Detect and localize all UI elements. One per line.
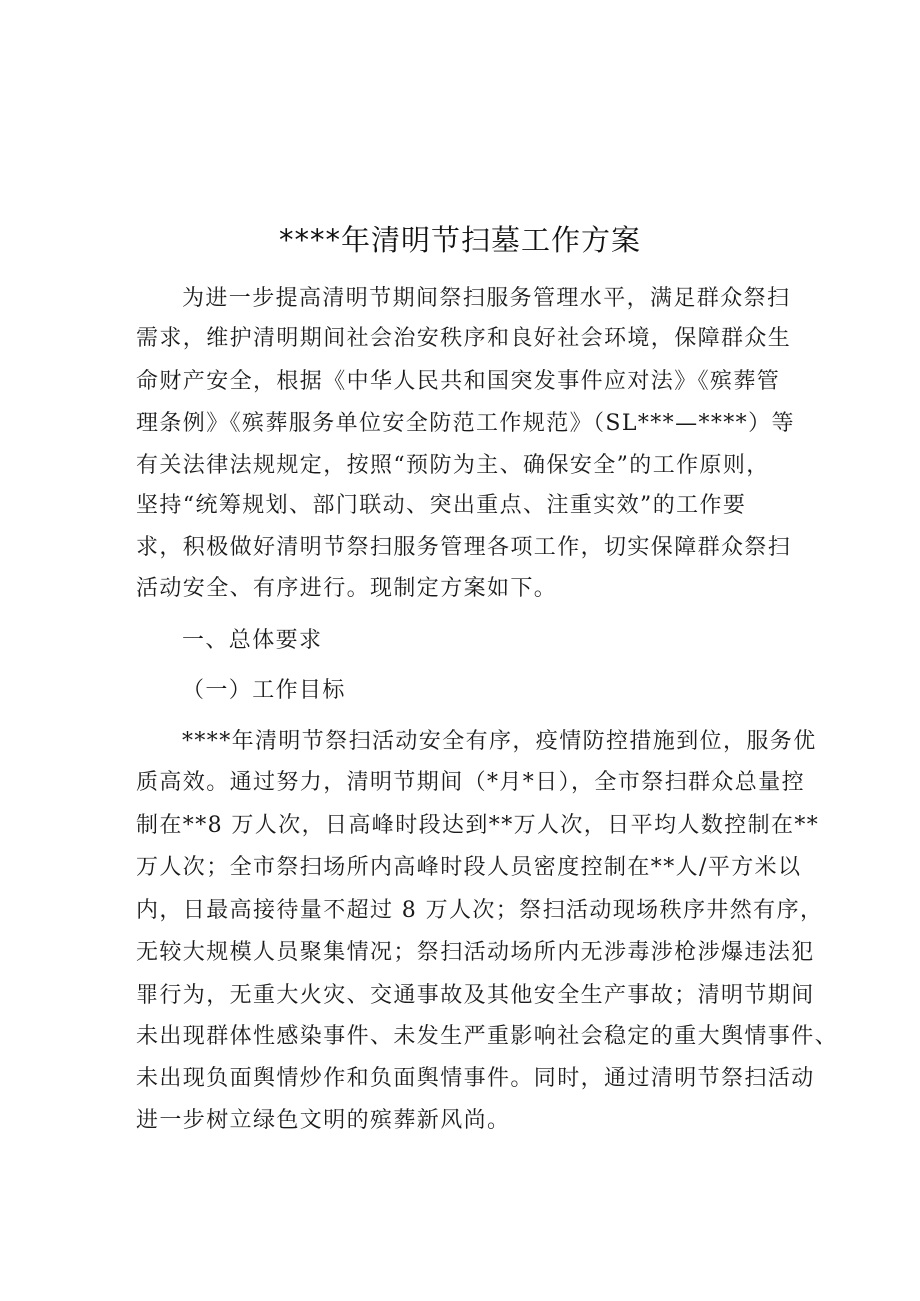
goal-line: 无较大规模人员聚集情况；祭扫活动场所内无涉毒涉枪涉爆违法犯 (136, 940, 815, 965)
subsection-heading: （一）工作目标 (182, 678, 346, 703)
goal-line: 进一步树立绿色文明的殡葬新风尚。 (136, 1108, 511, 1133)
goal-line: 制在**8 万人次，日高峰时段达到**万人次，日平均人数控制在** (136, 813, 820, 838)
intro-line: 理条例》《殡葬服务单位安全防范工作规范》（SL***—****）等 (136, 411, 795, 436)
goal-line: 未出现群体性感染事件、未发生严重影响社会稳定的重大舆情事件、 (136, 1024, 839, 1049)
intro-line: 求，积极做好清明节祭扫服务管理各项工作，切实保障群众祭扫 (136, 535, 792, 560)
goal-line: 罪行为，无重大火灾、交通事故及其他安全生产事故；清明节期间 (136, 983, 815, 1008)
goal-line: 万人次；全市祭扫场所内高峰时段人员密度控制在**人/平方米以 (136, 855, 802, 880)
intro-line: 坚持“统筹规划、部门联动、突出重点、注重实效”的工作要 (136, 493, 747, 518)
intro-line: 活动安全、有序进行。现制定方案如下。 (136, 576, 558, 601)
goal-line: 内，日最高接待量不超过 8 万人次；祭扫活动现场秩序井然有序， (136, 898, 824, 923)
section-heading: 一、总体要求 (182, 628, 323, 653)
intro-line: 命财产安全，根据《中华人民共和国突发事件应对法》《殡葬管 (136, 369, 781, 394)
goal-line: ****年清明节祭扫活动安全有序，疫情防控措施到位，服务优 (182, 729, 817, 754)
intro-line: 为进一步提高清明节期间祭扫服务管理水平，满足群众祭扫 (182, 286, 791, 311)
intro-line: 需求，维护清明期间社会治安秩序和良好社会环境，保障群众生 (136, 326, 792, 351)
intro-line: 有关法律法规规定，按照“预防为主、确保安全”的工作原则， (136, 453, 770, 478)
goal-line: 质高效。通过努力，清明节期间（*月*日），全市祭扫群众总量控 (136, 770, 806, 795)
document-title: ****年清明节扫墓工作方案 (278, 223, 641, 257)
goal-line: 未出现负面舆情炒作和负面舆情事件。同时，通过清明节祭扫活动 (136, 1066, 815, 1091)
